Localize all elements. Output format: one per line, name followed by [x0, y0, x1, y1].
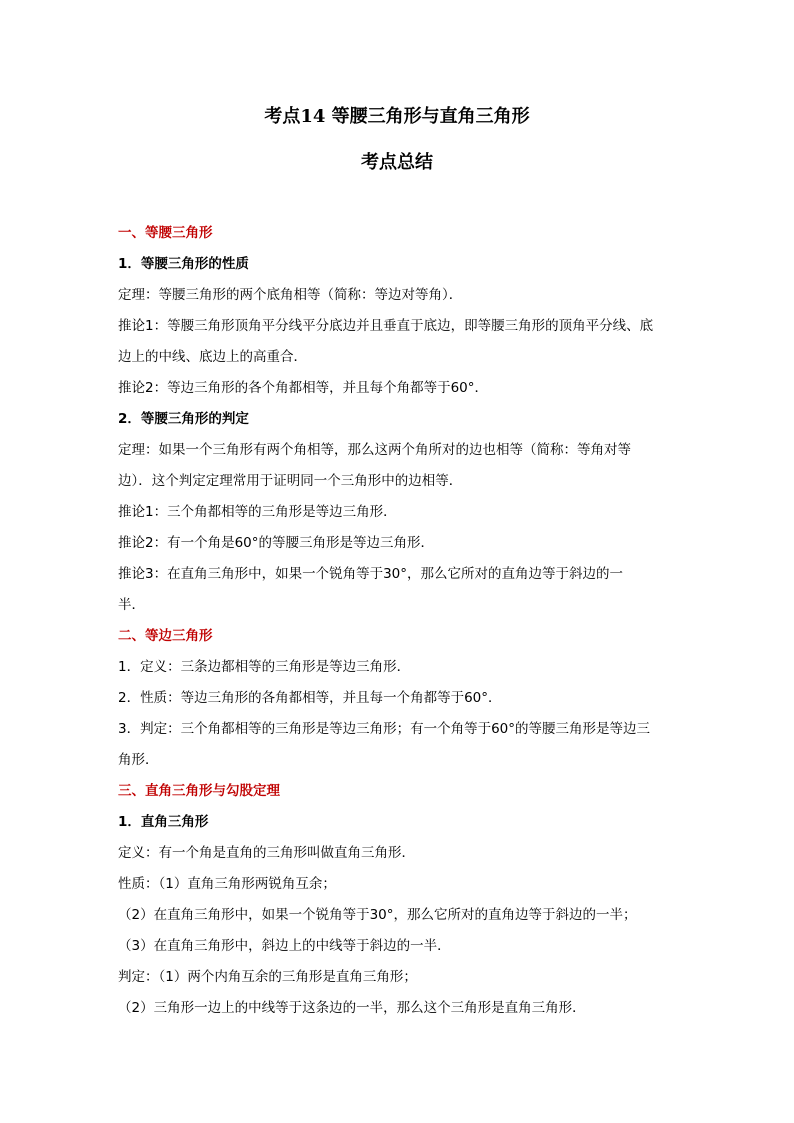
- body-text-line: 半．: [118, 597, 145, 613]
- body-text-line: 推论2：等边三角形的各个角都相等，并且每个角都等于60°．: [118, 380, 489, 396]
- subsection-heading: 2．等腰三角形的判定: [118, 411, 249, 427]
- body-text-line: 3．判定：三个角都相等的三角形是等边三角形；有一个角等于60°的等腰三角形是等边三: [118, 721, 651, 737]
- document-body: [118, 218, 676, 1024]
- body-text-line: 推论3：在直角三角形中，如果一个锐角等于30°，那么它所对的直角边等于斜边的一: [118, 566, 624, 582]
- section-heading: 一、等腰三角形: [118, 225, 213, 241]
- body-text-line: 推论1：等腰三角形顶角平分线平分底边并且垂直于底边，即等腰三角形的顶角平分线、底: [118, 318, 654, 334]
- body-text-line: 定理：如果一个三角形有两个角相等，那么这两个角所对的边也相等（简称：等角对等: [118, 442, 631, 458]
- body-text-line: 边上的中线、底边上的高重合．: [118, 349, 307, 365]
- page-subtitle: 考点总结: [361, 152, 433, 173]
- body-text-line: 定理：等腰三角形的两个底角相等（简称：等边对等角）．: [118, 287, 463, 303]
- body-text-line: （3）在直角三角形中，斜边上的中线等于斜边的一半．: [118, 938, 451, 954]
- body-text-line: 性质：（1）直角三角形两锐角互余；: [118, 876, 336, 892]
- body-text-line: （2）三角形一边上的中线等于这条边的一半，那么这个三角形是直角三角形．: [118, 1000, 586, 1016]
- subsection-heading: 1．等腰三角形的性质: [118, 256, 249, 272]
- body-text-line: 2．性质：等边三角形的各角都相等，并且每一个角都等于60°．: [118, 690, 502, 706]
- subsection-heading: 1．直角三角形: [118, 814, 209, 830]
- page-title: 考点14 等腰三角形与直角三角形: [264, 106, 530, 127]
- body-text-line: 角形．: [118, 752, 159, 768]
- section-heading: 二、等边三角形: [118, 628, 213, 644]
- body-text-line: 边）．这个判定定理常用于证明同一个三角形中的边相等．: [118, 473, 463, 489]
- body-text-line: 推论2：有一个角是60°的等腰三角形是等边三角形．: [118, 535, 435, 551]
- body-text-line: 推论1：三个角都相等的三角形是等边三角形．: [118, 504, 397, 520]
- section-heading: 三、直角三角形与勾股定理: [118, 783, 280, 799]
- body-text-line: （2）在直角三角形中，如果一个锐角等于30°，那么它所对的直角边等于斜边的一半；: [118, 907, 637, 923]
- body-text-line: 定义：有一个角是直角的三角形叫做直角三角形．: [118, 845, 415, 861]
- body-text-line: 1．定义：三条边都相等的三角形是等边三角形．: [118, 659, 411, 675]
- body-text-line: 判定：（1）两个内角互余的三角形是直角三角形；: [118, 969, 417, 985]
